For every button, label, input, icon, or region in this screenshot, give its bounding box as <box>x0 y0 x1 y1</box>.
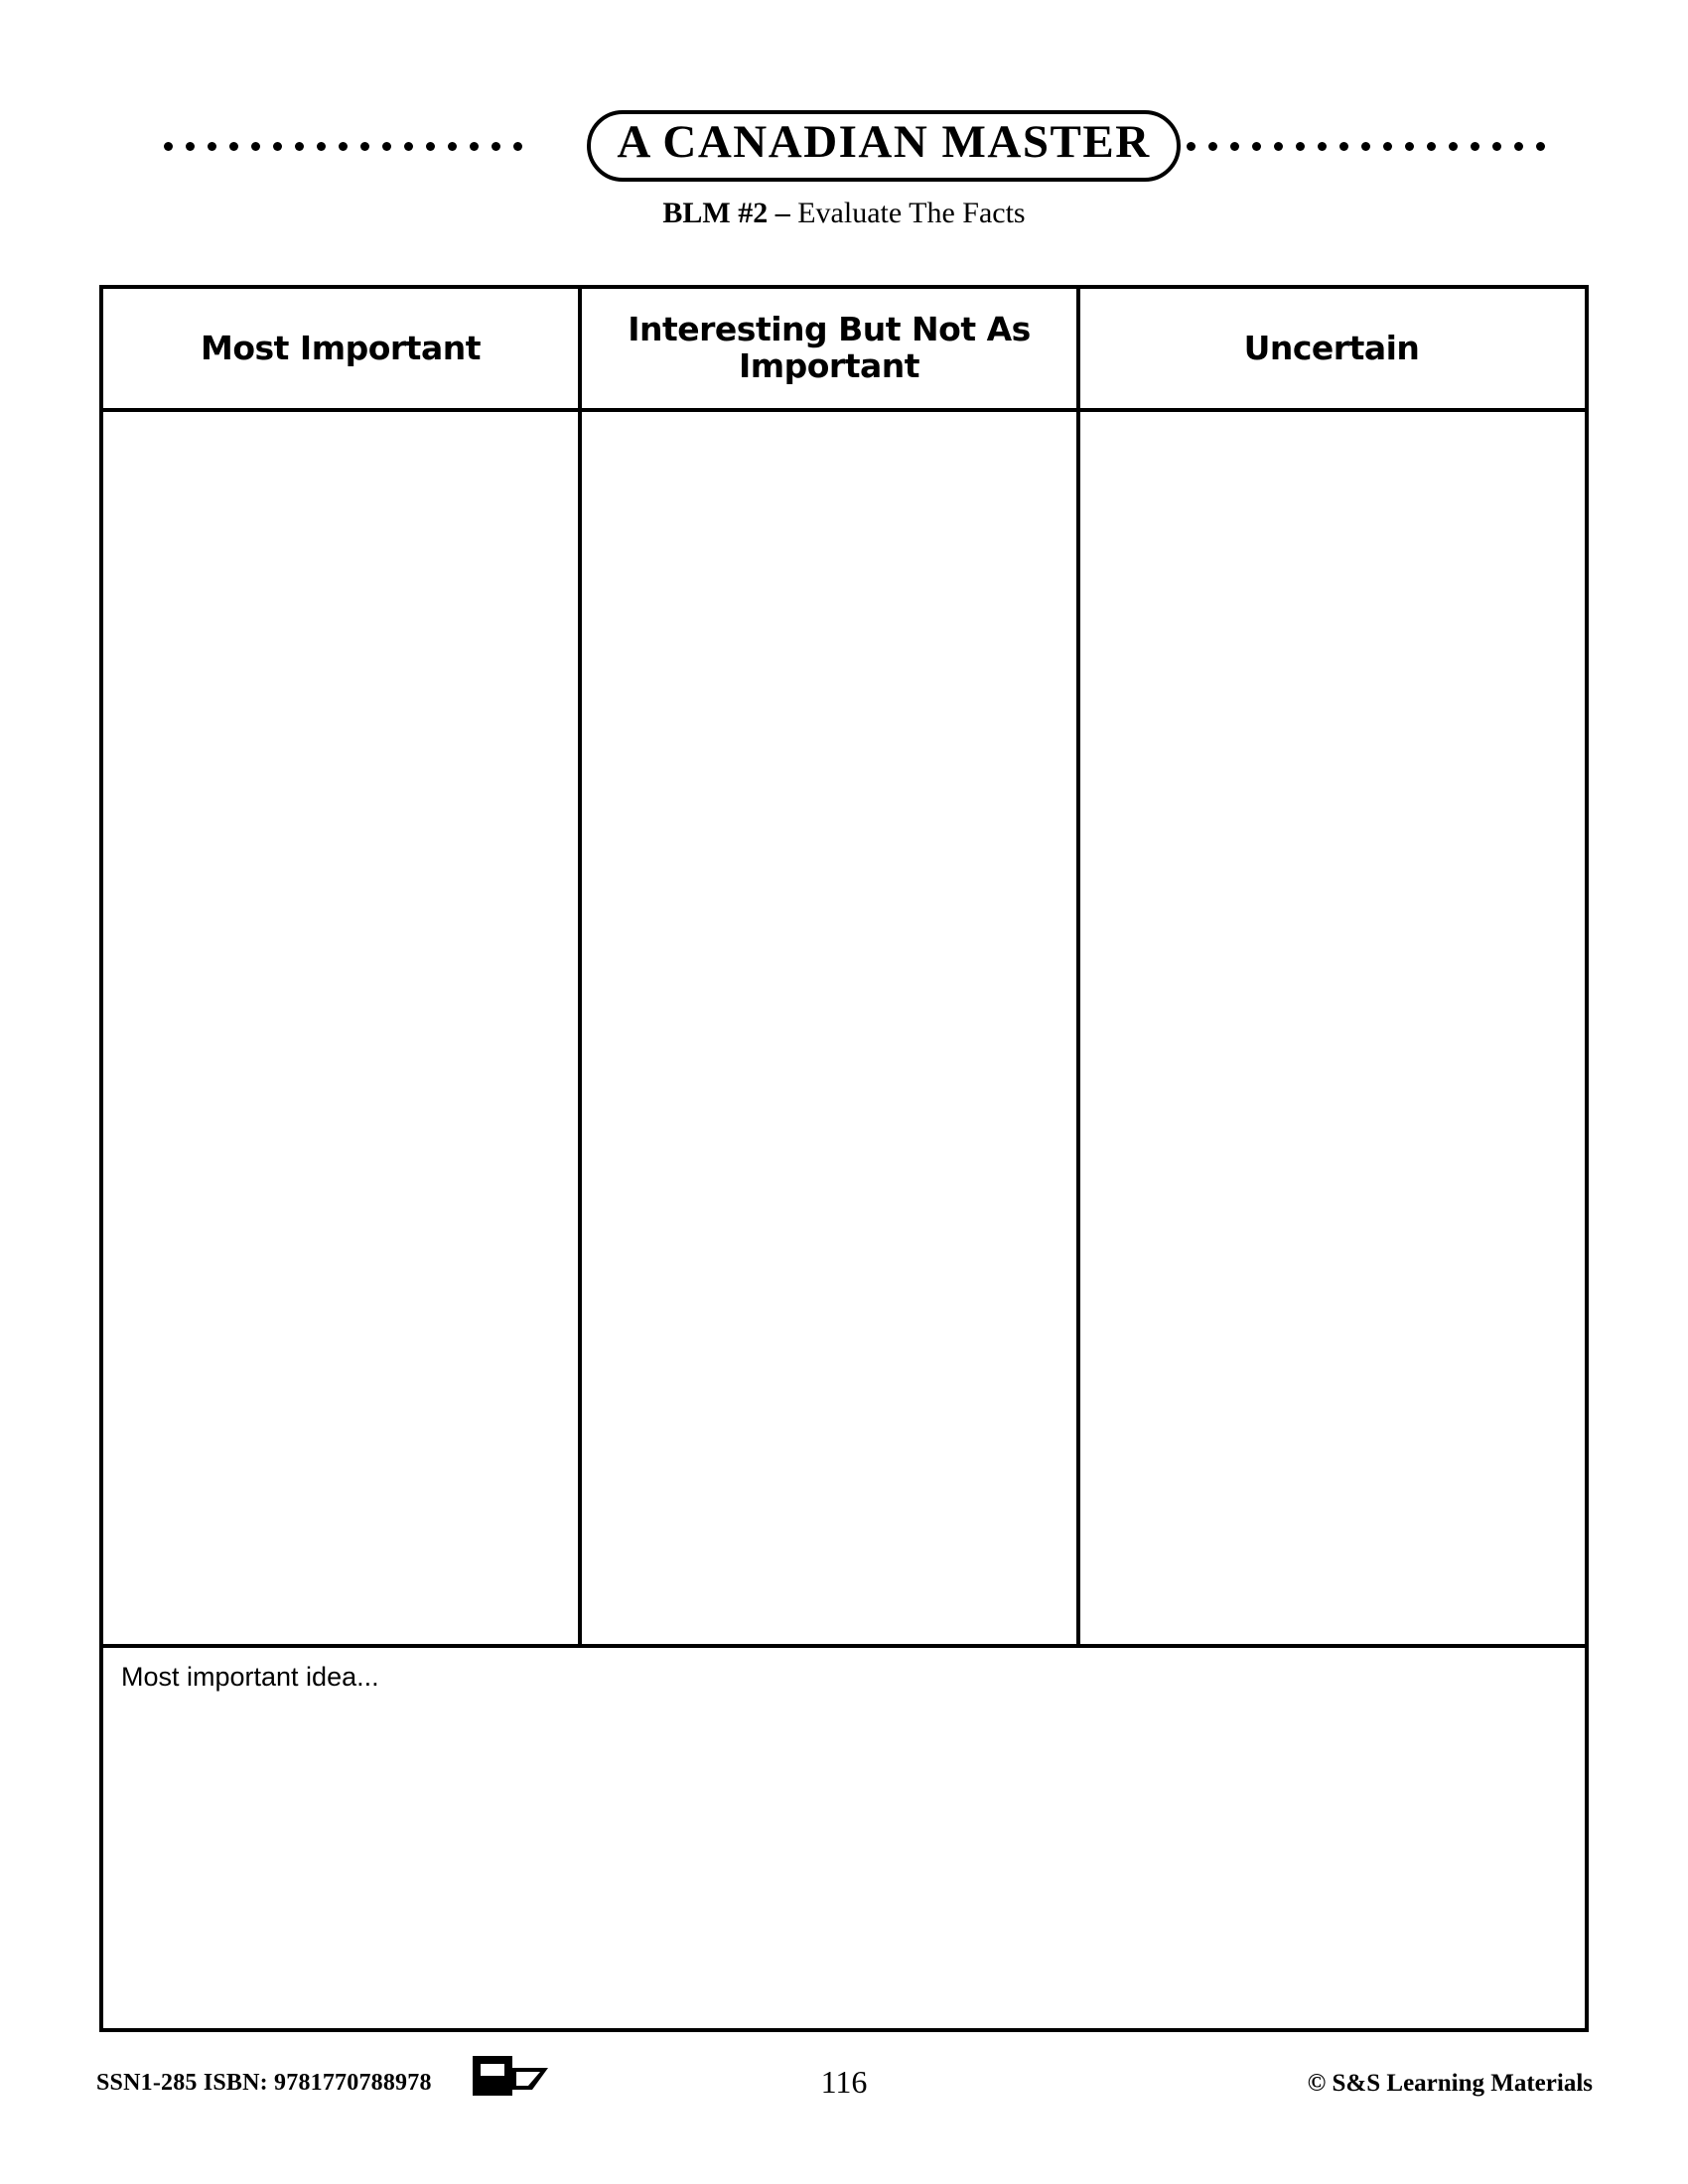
dot-icon <box>426 142 435 151</box>
dot-icon <box>1339 142 1348 151</box>
dot-icon <box>1471 142 1479 151</box>
table-header-row <box>103 289 1585 412</box>
page-title-pill <box>587 110 1180 181</box>
subtitle-dash: – <box>768 197 798 229</box>
dot-icon <box>470 142 479 151</box>
page-header <box>0 111 1688 181</box>
dot-icon <box>317 142 326 151</box>
dot-icon <box>1230 142 1239 151</box>
dot-icon <box>1318 142 1327 151</box>
worksheet-subtitle <box>0 197 1688 230</box>
subtitle-text: Evaluate The Facts <box>797 197 1026 229</box>
table-body-row <box>103 412 1585 1648</box>
dot-icon <box>1361 142 1370 151</box>
dot-icon <box>404 142 413 151</box>
dot-icon <box>1449 142 1458 151</box>
dot-icon <box>295 142 304 151</box>
dot-icon <box>1514 142 1523 151</box>
dot-icon <box>1296 142 1305 151</box>
dot-icon <box>208 142 216 151</box>
dot-icon <box>1252 142 1261 151</box>
dot-icon <box>273 142 282 151</box>
dot-icon <box>339 142 348 151</box>
dot-icon <box>229 142 238 151</box>
dot-icon <box>1492 142 1501 151</box>
evaluate-facts-table <box>99 285 1589 2032</box>
dot-icon <box>1405 142 1414 151</box>
column-header-interesting-but-not-as-important: Interesting But Not As Important <box>582 289 1080 408</box>
footer-isbn: SSN1-285 ISBN: 9781770788978 <box>96 2070 432 2096</box>
dot-icon <box>382 142 391 151</box>
column-header-most-important: Most Important <box>103 289 582 408</box>
answer-area-uncertain[interactable] <box>1080 412 1583 1644</box>
dot-icon <box>164 142 173 151</box>
footer-copyright: © S&S Learning Materials <box>1307 2070 1593 2097</box>
answer-area-interesting-but-not-as-important[interactable] <box>582 412 1080 1644</box>
dot-icon <box>448 142 457 151</box>
page-number: 116 <box>820 2064 868 2100</box>
decorative-dots-left <box>65 141 581 151</box>
dot-icon <box>186 142 195 151</box>
dot-icon <box>513 142 522 151</box>
dot-icon <box>1427 142 1436 151</box>
dot-icon <box>251 142 260 151</box>
dot-icon <box>1383 142 1392 151</box>
blm-label: BLM #2 <box>662 197 769 229</box>
page-footer <box>0 2060 1688 2119</box>
column-header-uncertain: Uncertain <box>1243 328 1420 367</box>
dot-icon <box>360 142 369 151</box>
dot-icon <box>1536 142 1545 151</box>
dot-icon <box>492 142 500 151</box>
dot-icon <box>1208 142 1217 151</box>
page-title: A CANADIAN MASTER <box>617 116 1151 169</box>
dot-icon <box>1187 142 1196 151</box>
most-important-idea-prompt[interactable]: Most important idea... <box>121 1662 379 1692</box>
decorative-dots-right <box>1187 141 1623 151</box>
dot-icon <box>1274 142 1283 151</box>
answer-area-most-important[interactable] <box>103 412 582 1644</box>
